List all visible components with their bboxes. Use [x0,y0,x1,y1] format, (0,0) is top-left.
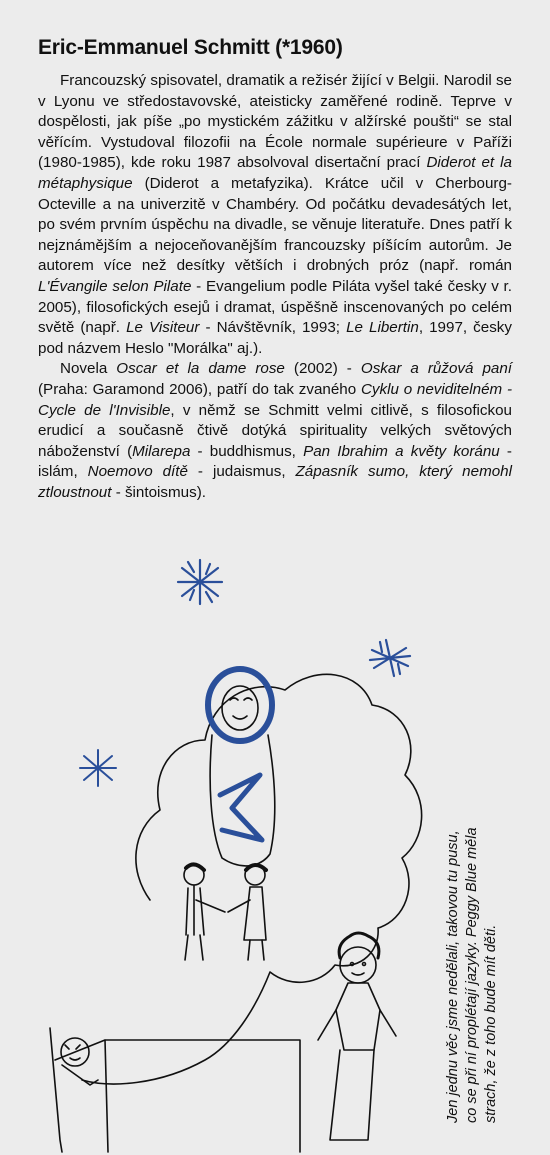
italic-title: Pan Ibrahim a květy koránu [303,442,500,460]
caption-line: Jen jednu věc jsme nedělali, takovou tu pusu, [445,830,461,1123]
text-run: (2002) - [284,360,361,378]
baby-figure [208,669,275,866]
italic-title: Noemovo dítě [87,463,188,481]
italic-title: Cyklu o neviditelném - Cycle de l'Invisible [38,380,512,419]
couple-figures [184,864,266,960]
text-run: - šintoismus). [111,483,206,501]
page-title: Eric-Emmanuel Schmitt (*1960) [38,36,343,59]
paragraph-biography [38,71,512,359]
text-run: , 1997, česky pod názvem Heslo "Morálka" aj.). [38,319,512,357]
text-run: - buddhismus, [190,442,304,460]
italic-title: L'Évangile selon Pilate [38,277,192,295]
text-run: - Návštěvník, 1993; [199,319,347,337]
italic-title: Le Visiteur [126,319,200,337]
bed-figure [50,1028,300,1152]
text-run: (Praha: Garamond 2006), patří do tak zvaného [38,380,361,398]
snowflake-icon [370,640,410,676]
text-run: - Evangelium podle Piláta vyšel také česky v r. 2005), filosofických esejů i dramat, úspěšně inscenovaných po celém světě (např. [38,277,512,337]
text-run: Novela [60,360,117,378]
italic-title: Oscar et la dame rose [116,360,285,378]
italic-title: Zápasník sumo, který nemohl ztloustnout [38,463,512,501]
snowflake-icon [178,560,222,604]
italic-title: Oskar a růžová paní [360,360,513,378]
italic-title: Diderot et la métaphysique [38,154,512,192]
text-run: Francouzský spisovatel, dramatik a režisér žijící v Belgii. Narodil se v Lyonu ve středostavovské, ateisticky zaměřené rodině. Teprve v dospělosti, jak píše „po mystickém zážitku v alžírské poušti“ se stal věřícím. Vystudoval filozofii na École normale supérieure v Paříži (1980-1985), kde roku 1987 absolvoval disertační prací [38,72,512,172]
caption-line: co se při ní proplétají jazyky. Peggy Blue měla [464,827,480,1123]
text-run: , v němž se Schmitt velmi citlivě, s filosofickou erudicí a současně čtivě dotýká spirituality velkých světových náboženství ( [38,401,513,460]
paragraph-novel [38,359,512,503]
italic-title: Le Libertin [346,319,419,337]
illustration-caption [444,743,501,1123]
italic-title: Milarepa [132,442,191,460]
biography-text [38,71,512,503]
text-run: - islám, [38,442,512,481]
text-run: - judaismus, [187,463,296,481]
snowflake-icon [80,750,116,786]
text-run: (Diderot a metafyzika). Krátce učil v Cherbourg-Octeville a na univerzitě v Chambéry. Od počátku devadesátých let, po svém prvním úspěchu na divadle, se věnuje literatuře. Dnes patří k nejznámějším a nejoceňovanějším francouzsky píšícím autorům. Je autorem více než desítky větších i drobných próz (např. román [38,174,512,275]
caption-line: strach, že z toho bude mít děti. [483,924,499,1123]
